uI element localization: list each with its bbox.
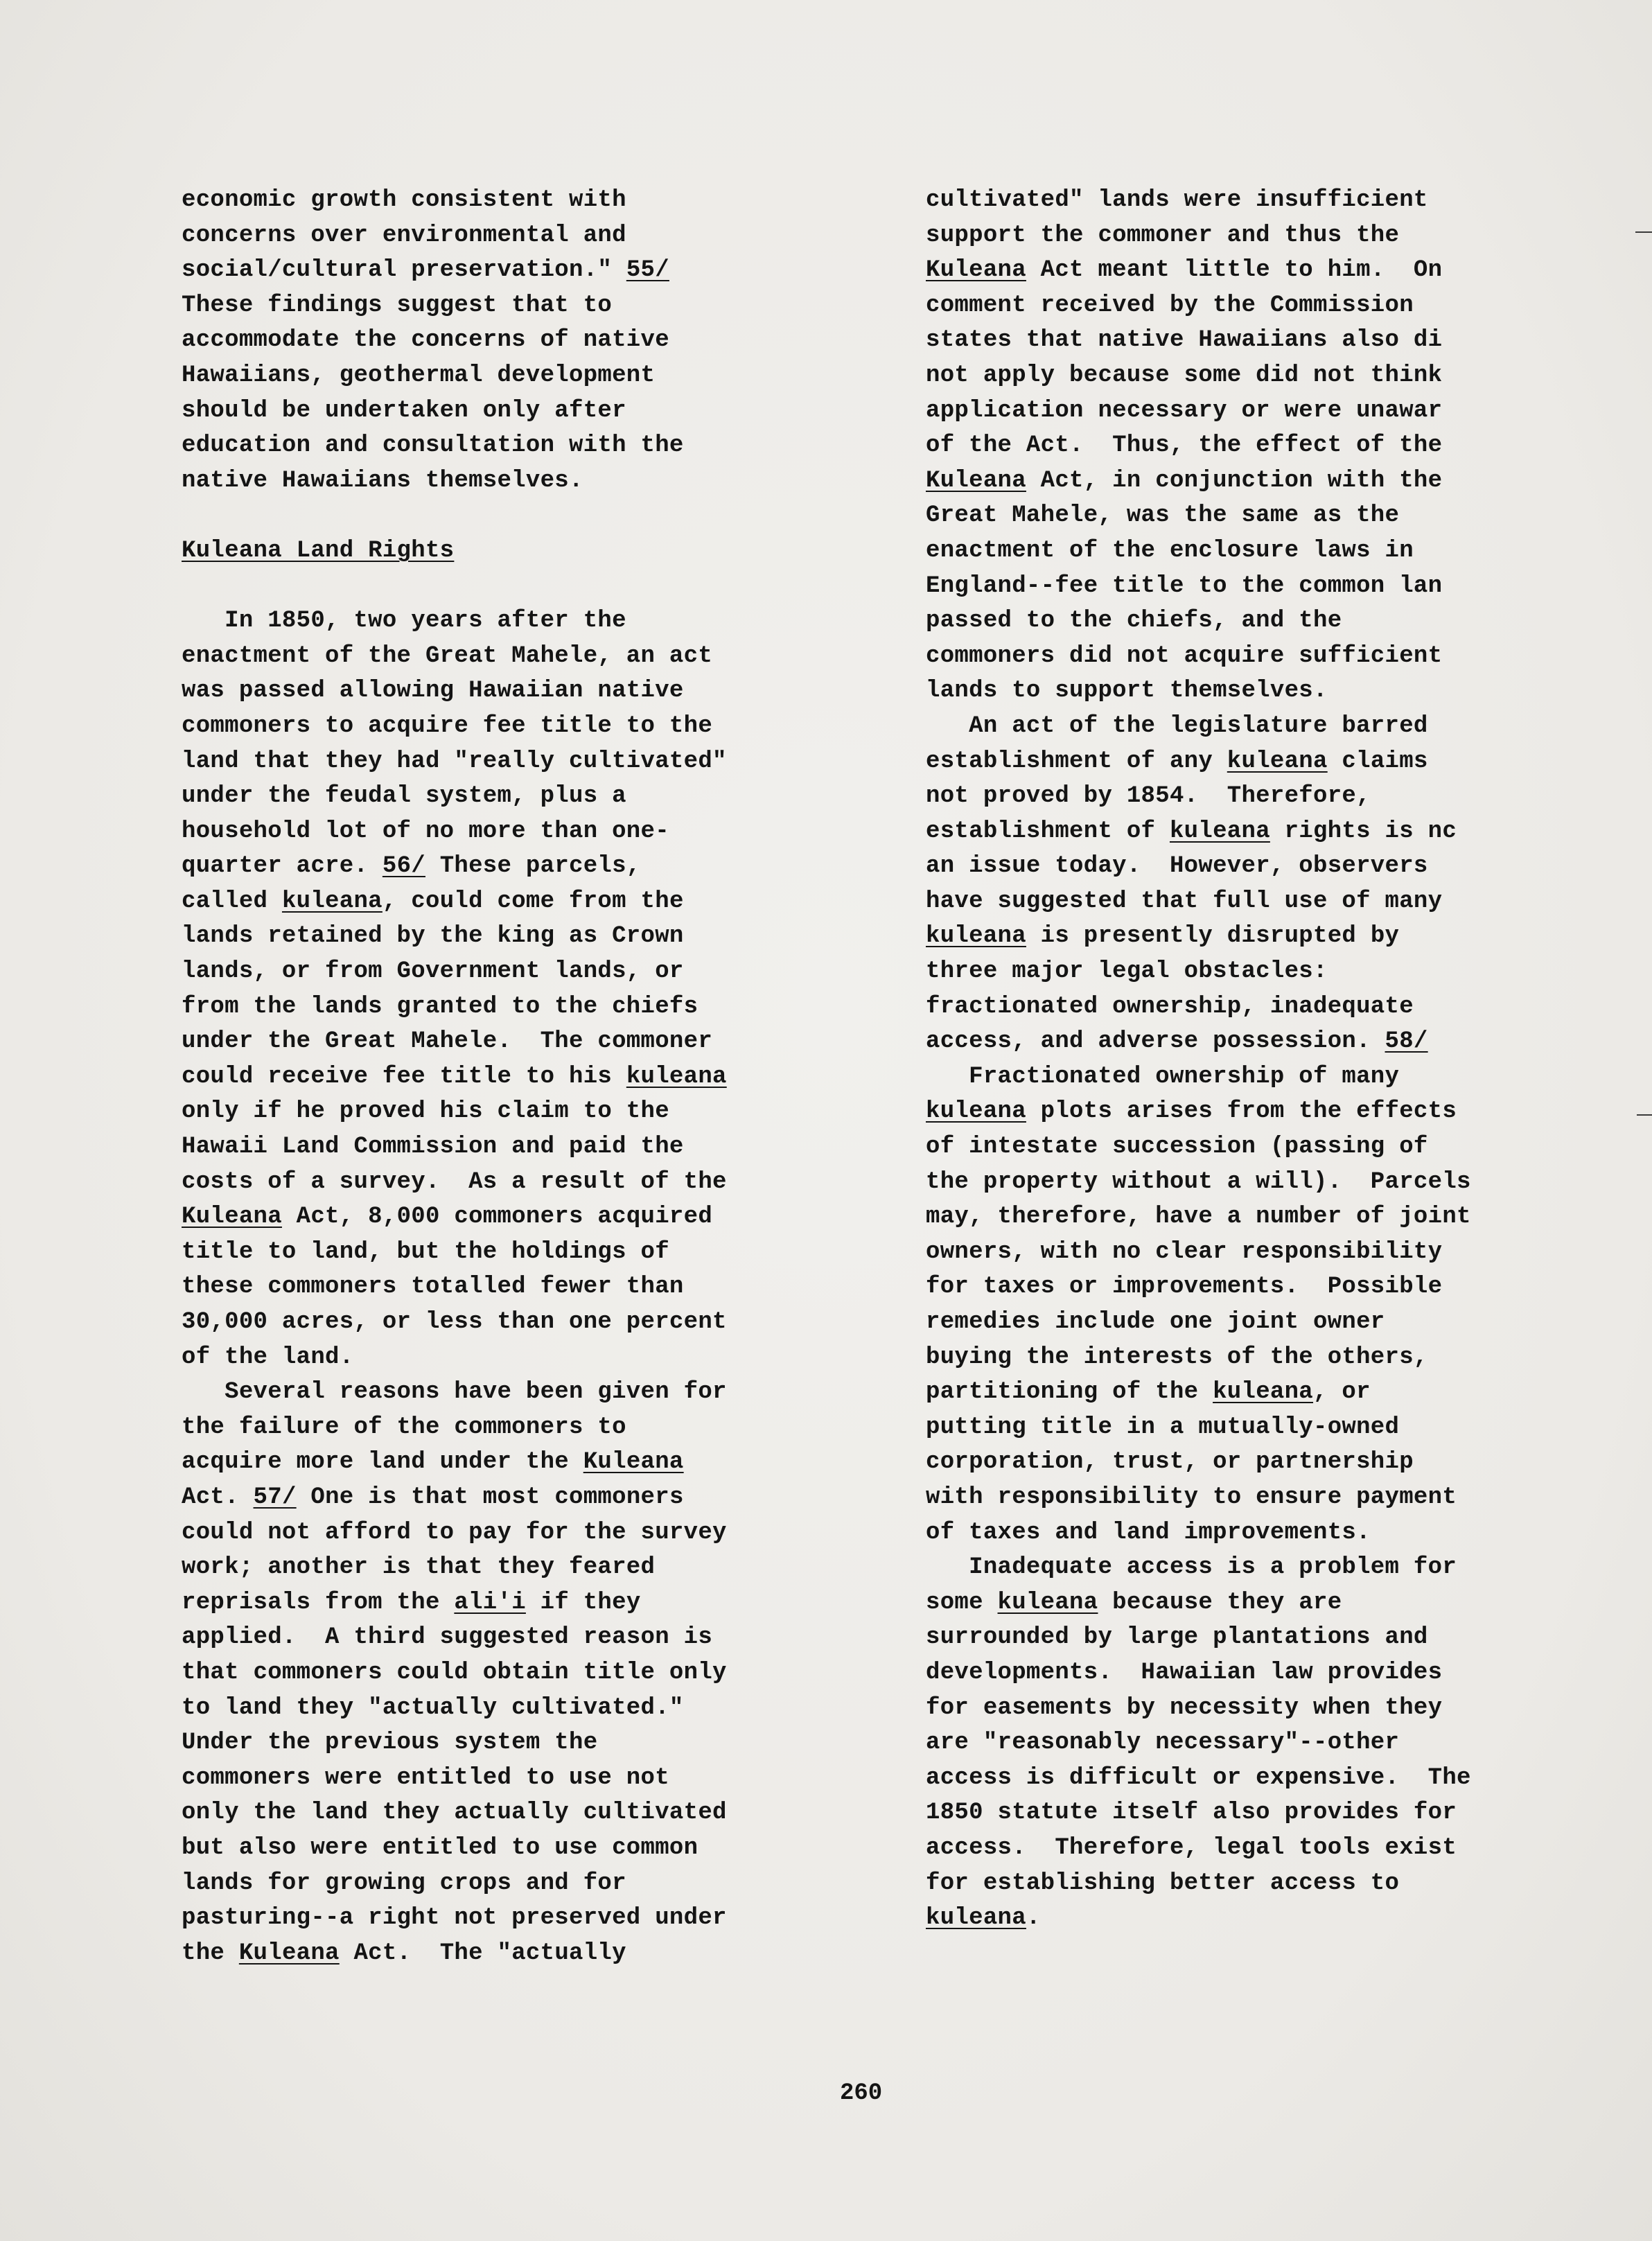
text-segment: acquire more land under the (182, 1449, 583, 1476)
text-line (182, 604, 847, 639)
text-line (926, 1831, 1646, 1866)
underlined-term: Kuleana (926, 257, 1026, 284)
text-line (182, 744, 847, 780)
text-segment: household lot of no more than one- (182, 818, 669, 845)
text-segment: of the land. (182, 1344, 354, 1371)
text-line (926, 1305, 1646, 1340)
text-segment: Act meant little to him. On (1026, 257, 1443, 284)
text-line (926, 183, 1646, 218)
scan-edge-mark (1637, 1114, 1652, 1116)
text-line (926, 1761, 1646, 1796)
text-line (182, 288, 847, 324)
text-segment: establishment of any (926, 748, 1227, 775)
text-line (926, 1515, 1646, 1551)
text-segment: but also were entitled to use common (182, 1834, 698, 1861)
text-segment: if they (525, 1589, 641, 1616)
text-segment: Several reasons have been given for (182, 1379, 727, 1406)
text-segment: commoners to acquire fee title to the (182, 712, 713, 739)
text-segment: accommodate the concerns of native (182, 327, 669, 354)
text-segment: title to land, but the holdings of (182, 1238, 669, 1265)
text-segment: social/cultural preservation." (182, 257, 626, 284)
text-line (926, 1585, 1646, 1621)
underlined-term: Kuleana Land Rights (182, 537, 455, 564)
text-line (182, 884, 847, 920)
text-line (926, 1130, 1646, 1165)
text-segment: Act, 8,000 commoners acquired (281, 1204, 713, 1231)
text-line (182, 464, 847, 499)
text-line (926, 464, 1646, 499)
text-line (182, 1515, 847, 1551)
text-line (182, 674, 847, 709)
text-line (926, 639, 1646, 674)
text-segment: is presently disrupted by (1026, 923, 1400, 950)
text-line (182, 1024, 847, 1060)
text-segment: In 1850, two years after the (182, 608, 626, 635)
text-line (926, 849, 1646, 884)
text-segment: for taxes or improvements. Possible (926, 1274, 1443, 1301)
text-line (182, 1269, 847, 1305)
text-line (926, 288, 1646, 324)
text-line (182, 779, 847, 814)
text-segment: for easements by necessity when they (926, 1694, 1443, 1721)
text-segment: with responsibility to ensure payment (926, 1484, 1457, 1511)
underlined-term: 56/ (382, 853, 425, 880)
text-line (926, 604, 1646, 639)
underlined-term: 55/ (626, 257, 669, 284)
text-segment: that commoners could obtain title only (182, 1659, 727, 1686)
text-line (182, 1761, 847, 1796)
underlined-term: Kuleana (182, 1204, 282, 1231)
text-line (182, 954, 847, 990)
text-line (182, 990, 847, 1025)
text-segment: education and consultation with the (182, 432, 684, 459)
text-line (926, 744, 1646, 780)
text-segment: Under the previous system the (182, 1730, 598, 1757)
text-line (926, 428, 1646, 464)
text-line (926, 569, 1646, 604)
text-segment: from the lands granted to the chiefs (182, 993, 698, 1020)
text-line (926, 1655, 1646, 1691)
text-segment: pasturing--a right not preserved under (182, 1905, 727, 1932)
text-segment: the failure of the commoners to (182, 1414, 626, 1441)
text-segment: . (1026, 1905, 1041, 1932)
text-line (182, 534, 847, 569)
text-segment: Act. The "actually (339, 1940, 626, 1967)
left-text-column (182, 183, 847, 1971)
text-segment: should be undertaken only after (182, 397, 626, 424)
text-segment: for establishing better access to (926, 1870, 1400, 1897)
text-segment: not proved by 1854. Therefore, (926, 783, 1371, 810)
underlined-term: 57/ (253, 1484, 297, 1511)
text-segment: because they are (1098, 1589, 1342, 1616)
underlined-term: Kuleana (583, 1449, 684, 1476)
text-line (182, 1936, 847, 1971)
page-number: 260 (840, 2080, 883, 2107)
text-line (926, 1024, 1646, 1060)
text-line (926, 990, 1646, 1025)
text-line (182, 394, 847, 429)
right-text-column (926, 183, 1646, 1936)
text-line (182, 1795, 847, 1831)
text-segment: only if he proved his claim to the (182, 1098, 669, 1125)
text-line (182, 1480, 847, 1515)
text-segment: lands to support themselves. (926, 678, 1328, 705)
text-segment: under the feudal system, plus a (182, 783, 626, 810)
text-segment: costs of a survey. As a result of the (182, 1168, 727, 1195)
text-segment: an issue today. However, observers (926, 853, 1428, 880)
text-line (182, 1235, 847, 1270)
text-line (182, 849, 847, 884)
text-line (926, 709, 1646, 744)
text-segment: Inadequate access is a problem for (926, 1554, 1457, 1581)
text-line (926, 954, 1646, 990)
text-line (182, 709, 847, 744)
text-segment: lands retained by the king as Crown (182, 923, 684, 950)
text-segment: application necessary or were unawar (926, 397, 1443, 424)
text-segment: some (926, 1589, 998, 1616)
text-segment: land that they had "really cultivated" (182, 748, 727, 775)
text-segment: establishment of (926, 818, 1170, 845)
underlined-term: kuleana (926, 1098, 1026, 1125)
text-segment: called (182, 888, 282, 915)
text-line (182, 1165, 847, 1200)
text-segment: not apply because some did not think (926, 362, 1443, 389)
text-segment: These parcels, (425, 853, 641, 880)
text-segment: these commoners totalled fewer than (182, 1274, 684, 1301)
text-line (926, 1620, 1646, 1655)
text-line (182, 358, 847, 394)
text-line (182, 1866, 847, 1901)
text-segment: of the Act. Thus, the effect of the (926, 432, 1443, 459)
text-line (926, 253, 1646, 288)
text-segment: One is that most commoners (296, 1484, 684, 1511)
text-segment: concerns over environmental and (182, 222, 626, 249)
scan-edge-mark (1635, 231, 1652, 233)
text-segment: work; another is that they feared (182, 1554, 656, 1581)
underlined-term: 58/ (1385, 1028, 1428, 1055)
text-line (926, 1235, 1646, 1270)
text-segment: commoners did not acquire sufficient (926, 642, 1443, 669)
text-segment: cultivated" lands were insufficient (926, 187, 1428, 213)
text-line (926, 1410, 1646, 1445)
text-line (182, 1725, 847, 1761)
text-segment: access. Therefore, legal tools exist (926, 1834, 1457, 1861)
text-line (182, 1060, 847, 1095)
text-segment: These findings suggest that to (182, 292, 613, 319)
underlined-term: Kuleana (926, 467, 1026, 494)
text-line (182, 1375, 847, 1410)
underlined-term: kuleana (997, 1589, 1098, 1616)
text-line (926, 1550, 1646, 1585)
underlined-term: kuleana (1227, 748, 1328, 775)
text-segment: applied. A third suggested reason is (182, 1624, 713, 1651)
text-segment: owners, with no clear responsibility (926, 1238, 1443, 1265)
underlined-term: ali'i (454, 1589, 526, 1616)
text-line (926, 358, 1646, 394)
text-line (182, 1620, 847, 1655)
text-line (926, 1340, 1646, 1376)
text-segment: Hawaiians, geothermal development (182, 362, 656, 389)
text-line (926, 779, 1646, 814)
text-segment: native Hawaiians themselves. (182, 467, 583, 494)
text-line (926, 1795, 1646, 1831)
text-line (182, 1550, 847, 1585)
text-line (926, 1480, 1646, 1515)
text-segment: surrounded by large plantations and (926, 1624, 1428, 1651)
text-segment: Act. (182, 1484, 254, 1511)
text-segment: have suggested that full use of many (926, 888, 1443, 915)
text-line (926, 674, 1646, 709)
text-segment: enactment of the enclosure laws in (926, 537, 1414, 564)
text-segment: plots arises from the effects (1026, 1098, 1457, 1125)
text-segment: passed to the chiefs, and the (926, 608, 1342, 635)
text-line (182, 1199, 847, 1235)
text-line (926, 919, 1646, 954)
text-segment: partitioning of the (926, 1379, 1213, 1406)
text-line (182, 1585, 847, 1621)
text-segment: of intestate succession (passing of (926, 1134, 1428, 1161)
text-segment: buying the interests of the others, (926, 1344, 1428, 1371)
text-line (926, 1375, 1646, 1410)
text-segment: lands for growing crops and for (182, 1870, 626, 1897)
text-segment: may, therefore, have a number of joint (926, 1204, 1471, 1231)
text-segment: enactment of the Great Mahele, an act (182, 642, 713, 669)
text-line (182, 183, 847, 218)
text-segment: of taxes and land improvements. (926, 1519, 1371, 1546)
text-segment: was passed allowing Hawaiian native (182, 678, 684, 705)
text-line (182, 1130, 847, 1165)
text-line (182, 1094, 847, 1130)
text-line (182, 639, 847, 674)
text-line (926, 1901, 1646, 1936)
text-segment: Hawaii Land Commission and paid the (182, 1134, 684, 1161)
text-line (182, 498, 847, 534)
text-segment: fractionated ownership, inadequate (926, 993, 1414, 1020)
underlined-term: kuleana (281, 888, 383, 915)
text-segment: support the commoner and thus the (926, 222, 1400, 249)
text-segment: An act of the legislature barred (926, 712, 1428, 739)
text-segment: rights is nc (1269, 818, 1457, 845)
text-segment: 30,000 acres, or less than one percent (182, 1309, 727, 1335)
text-line (926, 1866, 1646, 1901)
underlined-term: kuleana (1169, 818, 1270, 845)
text-segment: the (182, 1940, 239, 1967)
text-line (182, 1445, 847, 1480)
text-line (182, 919, 847, 954)
text-line (182, 1340, 847, 1376)
text-segment: claims (1327, 748, 1428, 775)
text-line (926, 498, 1646, 534)
text-line (182, 218, 847, 254)
text-line (182, 1655, 847, 1691)
text-line (182, 323, 847, 358)
text-line (182, 569, 847, 604)
text-segment: corporation, trust, or partnership (926, 1449, 1414, 1476)
text-line (182, 253, 847, 288)
text-line (926, 394, 1646, 429)
text-segment: Act, in conjunction with the (1026, 467, 1443, 494)
text-line (926, 1094, 1646, 1130)
text-line (926, 1060, 1646, 1095)
text-segment: , could come from the (382, 888, 684, 915)
text-segment: lands, or from Government lands, or (182, 958, 684, 985)
text-segment: remedies include one joint owner (926, 1309, 1385, 1335)
text-segment: three major legal obstacles: (926, 958, 1328, 985)
text-segment: could not afford to pay for the survey (182, 1519, 727, 1546)
text-segment: 1850 statute itself also provides for (926, 1800, 1457, 1827)
text-segment: to land they "actually cultivated." (182, 1694, 684, 1721)
text-segment: developments. Hawaiian law provides (926, 1659, 1443, 1686)
text-line (926, 884, 1646, 920)
text-segment: are "reasonably necessary"--other (926, 1730, 1400, 1757)
text-segment: could receive fee title to his (182, 1063, 626, 1090)
text-segment: under the Great Mahele. The commoner (182, 1028, 713, 1055)
text-segment: , or (1313, 1379, 1371, 1406)
text-line (926, 1691, 1646, 1726)
text-line (182, 1410, 847, 1445)
text-segment: putting title in a mutually-owned (926, 1414, 1400, 1441)
text-segment: Fractionated ownership of many (926, 1063, 1400, 1090)
text-segment: states that native Hawaiians also di (926, 327, 1443, 354)
underlined-term: kuleana (926, 923, 1026, 950)
text-segment: commoners were entitled to use not (182, 1764, 669, 1791)
underlined-term: kuleana (626, 1063, 727, 1090)
text-line (926, 814, 1646, 850)
underlined-term: Kuleana (238, 1940, 340, 1967)
text-line (926, 1199, 1646, 1235)
text-line (182, 1305, 847, 1340)
text-line (926, 1269, 1646, 1305)
text-line (926, 323, 1646, 358)
text-segment: economic growth consistent with (182, 187, 626, 213)
text-line (926, 1165, 1646, 1200)
text-segment: the property without a will). Parcels (926, 1168, 1471, 1195)
text-line (926, 534, 1646, 569)
text-line (926, 218, 1646, 254)
underlined-term: kuleana (926, 1905, 1026, 1932)
text-segment: reprisals from the (182, 1589, 455, 1616)
text-line (182, 1691, 847, 1726)
text-segment: Great Mahele, was the same as the (926, 502, 1400, 529)
text-segment: quarter acre. (182, 853, 383, 880)
text-line (926, 1725, 1646, 1761)
text-segment: access is difficult or expensive. The (926, 1764, 1471, 1791)
text-segment: England--fee title to the common lan (926, 572, 1443, 599)
text-line (182, 814, 847, 850)
text-line (182, 428, 847, 464)
text-line (182, 1901, 847, 1936)
text-segment: only the land they actually cultivated (182, 1800, 727, 1827)
underlined-term: kuleana (1213, 1379, 1314, 1406)
text-line (926, 1445, 1646, 1480)
text-line (182, 1831, 847, 1866)
text-segment: comment received by the Commission (926, 292, 1414, 319)
text-segment: access, and adverse possession. (926, 1028, 1385, 1055)
